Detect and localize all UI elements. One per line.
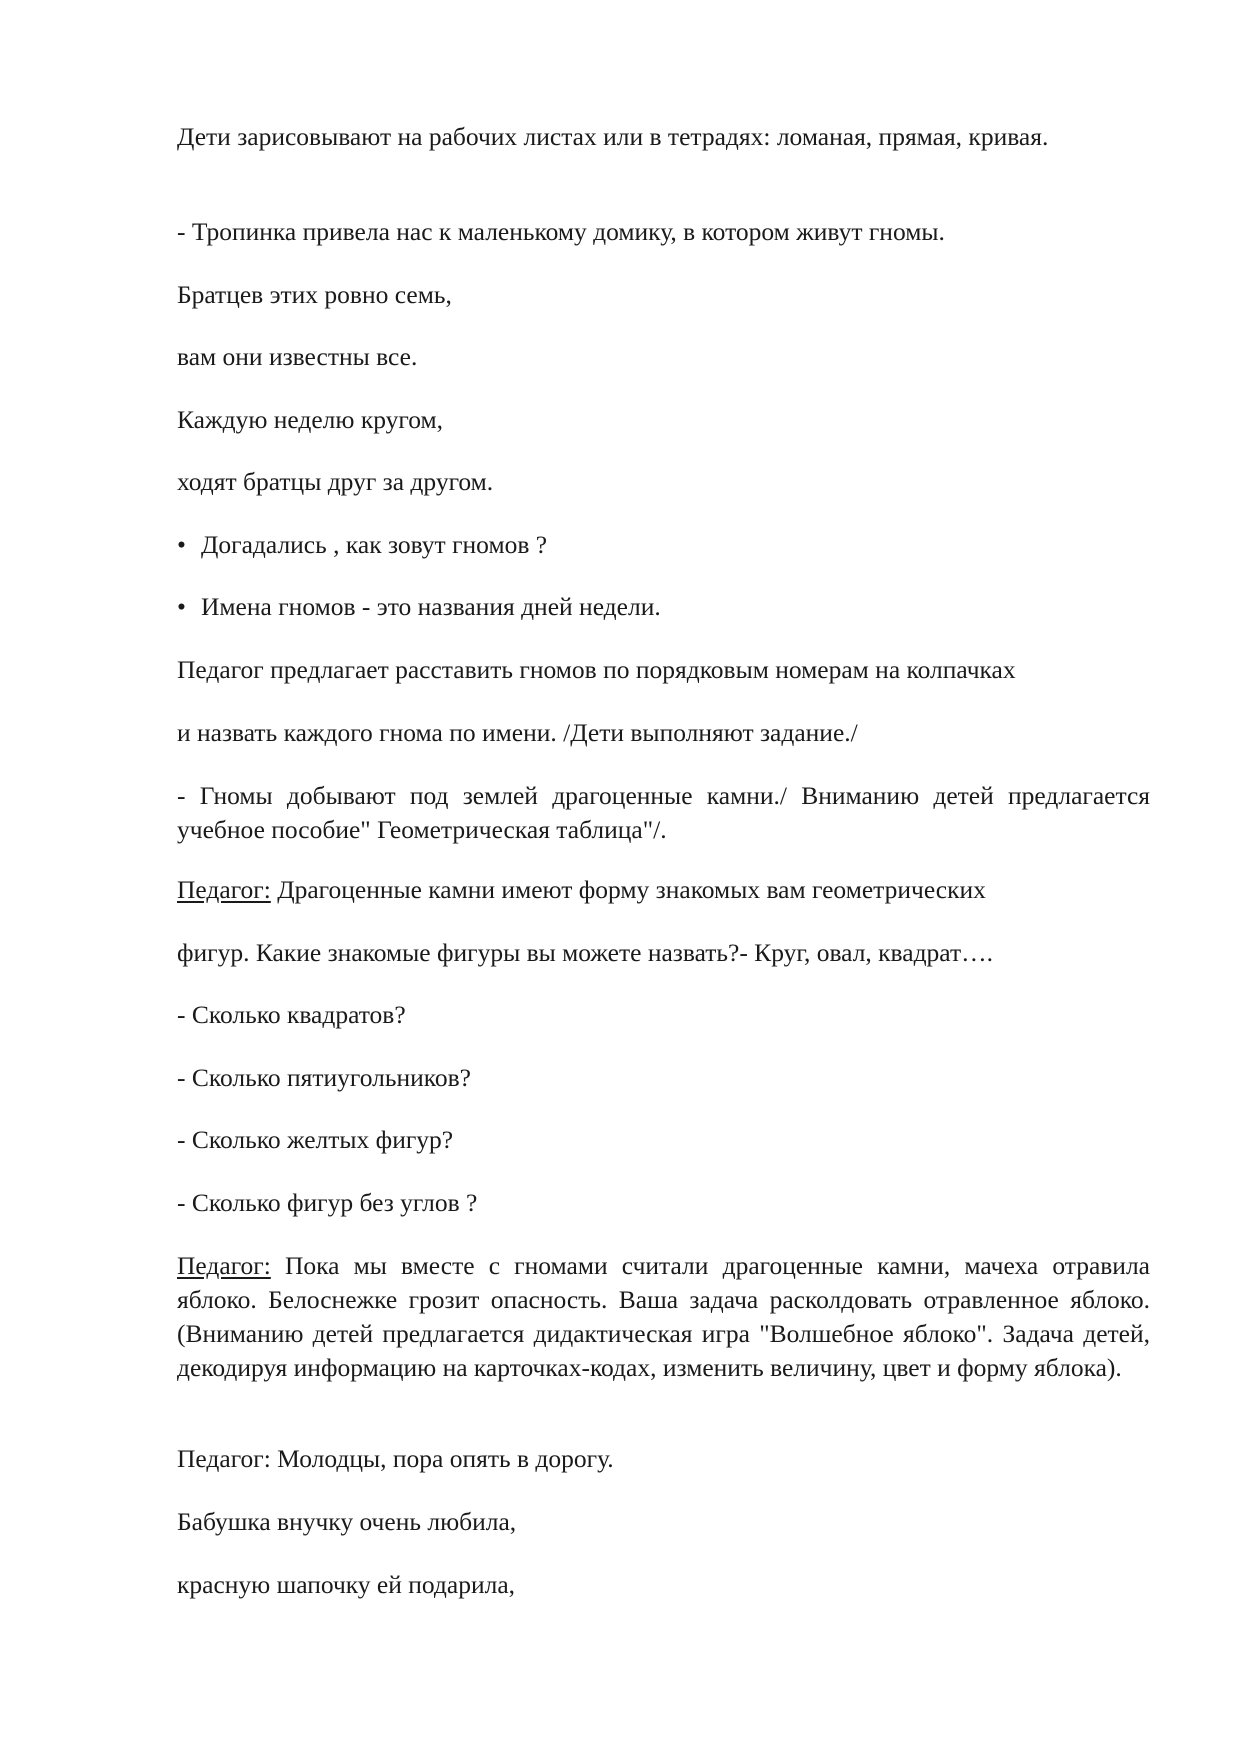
paragraph-name-gnomes: и назвать каждого гнома по имени. /Дети выполняют задание./ — [177, 718, 858, 747]
paragraph-magic-apple — [177, 1249, 1150, 1385]
teacher-label: Педагог: — [177, 875, 271, 904]
poem2-line-1: Бабушка внучку очень любила, — [177, 1507, 517, 1536]
question-figures-without-corners: - Сколько фигур без углов ? — [177, 1188, 478, 1217]
paragraph-precious-stones: - Гномы добывают под землей драгоценные камни./ Вниманию детей предлагается учебное пособие" Геометрическая таблица"/. — [177, 781, 1150, 844]
poem-line-4: ходят братцы друг за другом. — [177, 467, 494, 496]
paragraph-path-to-house: - Тропинка привела нас к маленькому домику, в котором живут гномы. — [177, 217, 945, 246]
question-pentagons: - Сколько пятиугольников? — [177, 1063, 471, 1092]
teacher-label: Педагог: — [177, 1251, 271, 1280]
teacher-shapes-text: Драгоценные камни имеют форму знакомых вам геометрических — [270, 875, 986, 904]
magic-apple-text: Пока мы вместе с гномами считали драгоценные камни, мачеха отравила яблоко. Белоснежке грозит опасность. Ваша задача расколдовать отравленное яблоко. (Вниманию детей предлагается дидактическая игра "Волшебное яблоко". Задача детей, декодируя информацию на карточках-кодах, изменить величину, цвет и форму яблока). — [177, 1251, 1150, 1382]
paragraph-teacher-shapes — [177, 873, 1150, 907]
poem-line-3: Каждую неделю кругом, — [177, 405, 443, 434]
bullet-item-answer — [177, 590, 661, 624]
bullet-item-guess — [177, 528, 547, 562]
paragraph-drawing-task: Дети зарисовывают на рабочих листах или в тетрадях: ломаная, прямая, кривая. — [177, 122, 1049, 151]
paragraph-arrange-gnomes: Педагог предлагает расставить гномов по порядковым номерам на колпачках — [177, 655, 1016, 684]
paragraph-figures-question: фигур. Какие знакомые фигуры вы можете назвать?- Круг, овал, квадрат…. — [177, 938, 993, 967]
question-yellow-figures: - Сколько желтых фигур? — [177, 1125, 454, 1154]
paragraph-teacher-well-done: Педагог: Молодцы, пора опять в дорогу. — [177, 1444, 614, 1473]
poem-line-2: вам они известны все. — [177, 342, 418, 371]
poem2-line-2: красную шапочку ей подарила, — [177, 1570, 516, 1599]
bullet-text: Догадались , как зовут гномов ? — [201, 530, 548, 559]
bullet-text: Имена гномов - это названия дней недели. — [201, 592, 661, 621]
bullet-icon: • — [177, 592, 186, 621]
question-squares: - Сколько квадратов? — [177, 1000, 406, 1029]
poem-line-1: Братцев этих ровно семь, — [177, 280, 452, 309]
bullet-icon: • — [177, 530, 186, 559]
